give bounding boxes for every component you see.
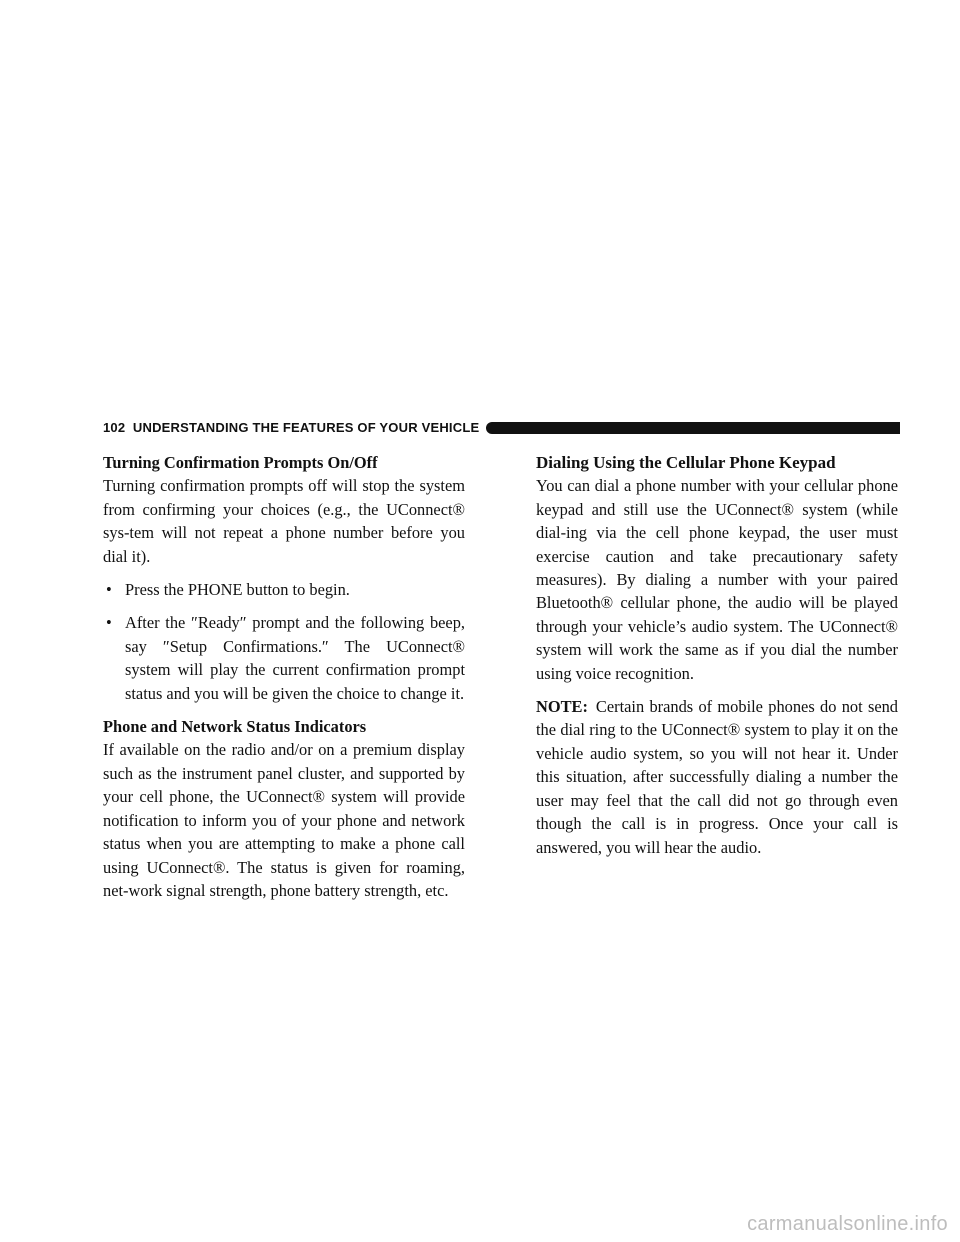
heading-keypad-dialing: Dialing Using the Cellular Phone Keypad (536, 453, 836, 472)
keypad-dialing-body: You can dial a phone number with your cellular phone keypad and still use the UConnect® system (while dial-ing via the cell phone keypad, the user must exercise caution and take precautionary safety measures). By dialing a number with your paired Bluetooth® cellular phone, the audio will be played through your vehicle’s audio system. The UConnect® system will work the same as if you dial the number using voice recognition. (536, 476, 898, 683)
right-column (536, 451, 898, 859)
note-text: Certain brands of mobile phones do not send the dial ring to the UConnect® system to play it on the vehicle audio system, so you will not hear it. Under this situation, after successfully dialing a number the user may feel that the call did not go through even though the call is in progress. Once your call is answered, you will hear the audio. (536, 697, 898, 857)
note-label: NOTE: (536, 697, 588, 717)
list-item-text: Press the PHONE button to begin. (125, 580, 350, 600)
heading-status-indicators: Phone and Network Status Indicators (103, 717, 367, 737)
confirmation-prompts-body: Turning confirmation prompts off will stop the system from confirming your choices (e.g., the UConnect® sys-tem will not repeat a phone number before you dial it). (103, 476, 465, 566)
header-bar (486, 422, 900, 434)
page-header (103, 419, 900, 437)
bullet-icon: • (106, 580, 112, 600)
page-number: 102 (103, 420, 126, 435)
confirmation-steps-list (103, 578, 465, 705)
bullet-icon: • (106, 613, 112, 633)
status-indicators-body: If available on the radio and/or on a premium display such as the instrument panel cluster, and supported by your cell phone, the UConnect® system will provide notification to inform you of your phone and network status when you are attempting to make a phone call using UConnect®. The status is given for roaming, net-work signal strength, phone battery strength, etc. (103, 740, 465, 900)
note-paragraph (536, 695, 898, 859)
list-item (103, 578, 465, 601)
list-item-text: After the ″Ready″ prompt and the following beep, say ″Setup Confirmations.″ The UConnect® system will play the current confirmation prompt status and you will be given the choice to change it. (125, 613, 465, 703)
chapter-title: UNDERSTANDING THE FEATURES OF YOUR VEHICLE (132, 420, 480, 435)
list-item (103, 611, 465, 705)
left-column (103, 451, 465, 902)
header-text (103, 419, 479, 437)
watermark: carmanualsonline.info (747, 1213, 948, 1235)
heading-confirmation-prompts: Turning Confirmation Prompts On/Off (103, 453, 378, 472)
